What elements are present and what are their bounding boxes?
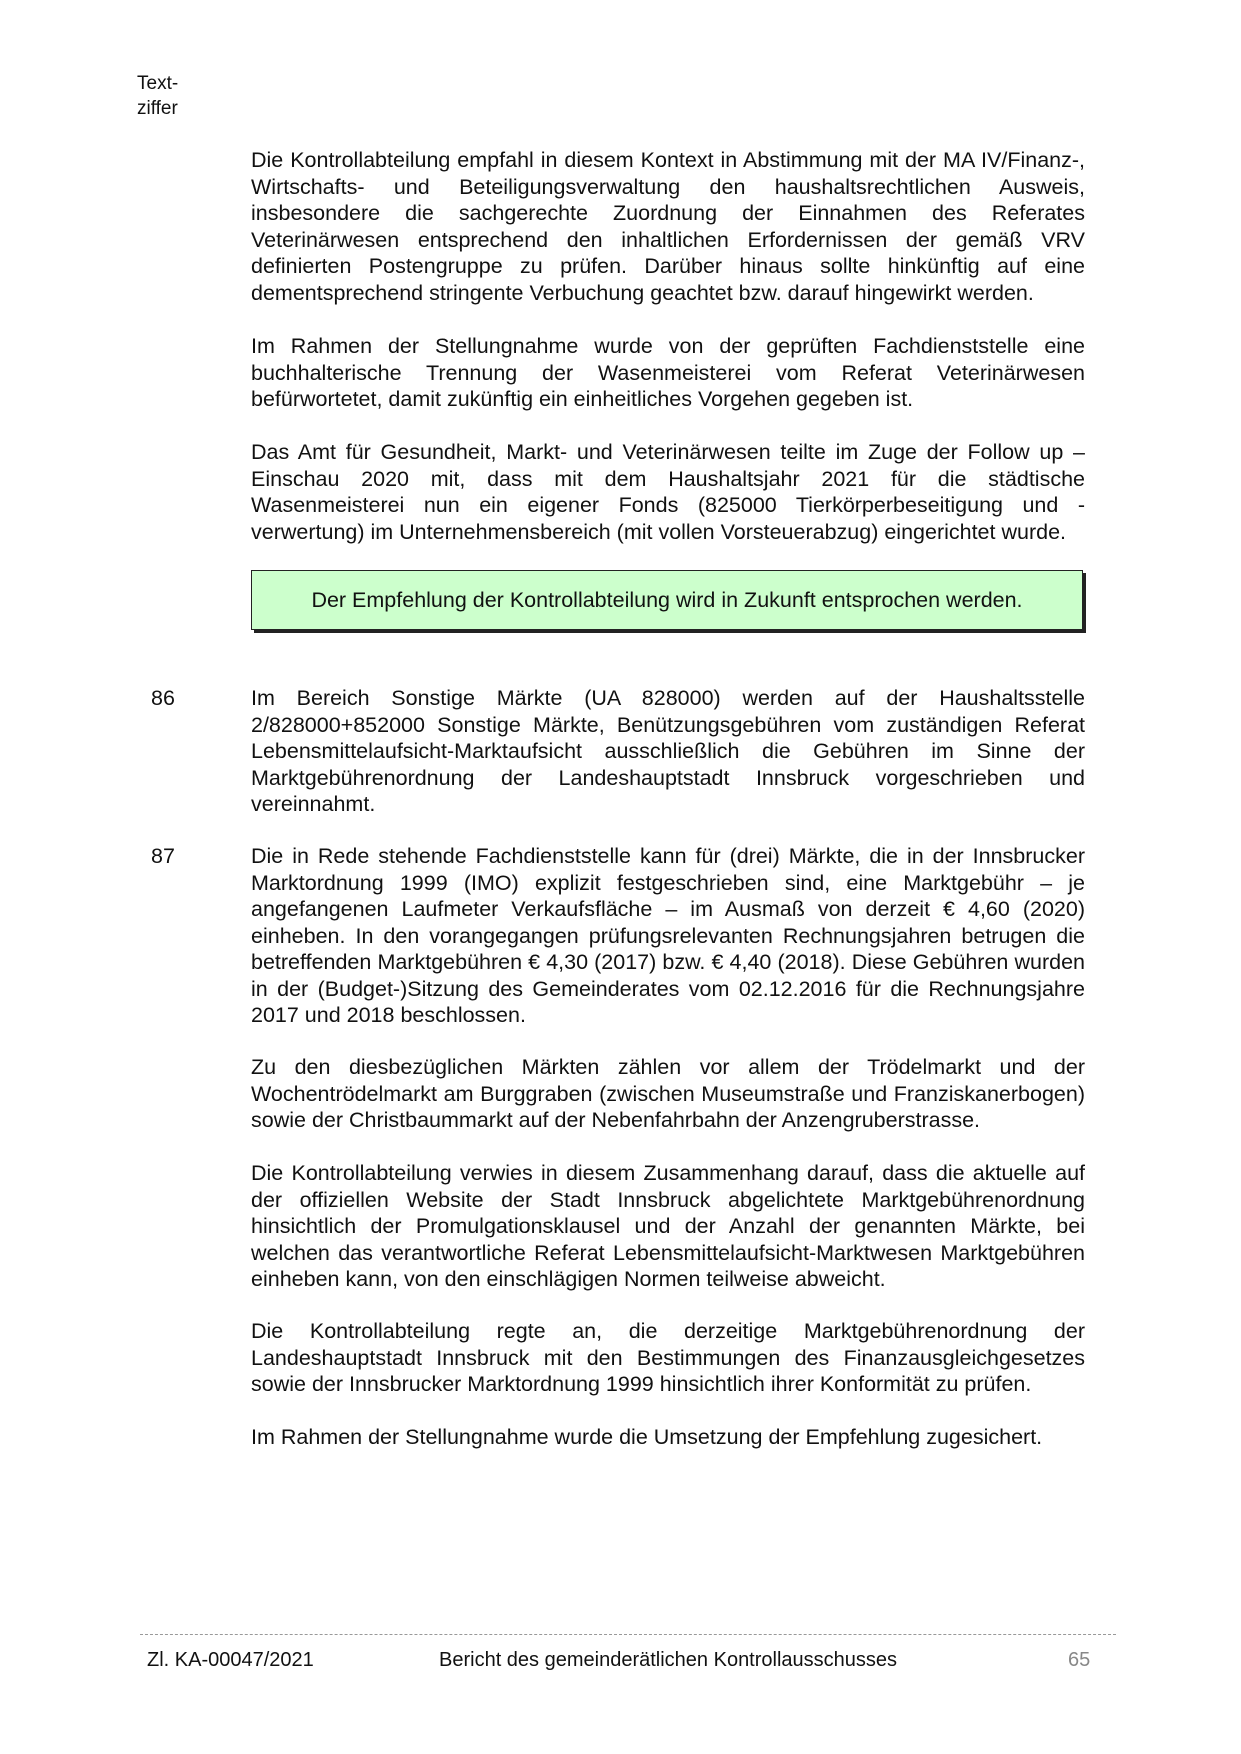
footer-divider (140, 1634, 1116, 1635)
paragraph-markets: Zu den diesbezüglichen Märkten zählen vor allem der Trödelmarkt und der Wochentrödelmarkt am Burggraben (zwischen Museumstraße und Franziskanerbogen) sowie der Christbaummarkt auf der Nebenfahrbahn der Anzengruberstrasse. (251, 1055, 1085, 1132)
paragraph-recommendation: Die Kontrollabteilung empfahl in diesem Kontext in Abstimmung mit der MA IV/Finanz-, Wirtschafts- und Beteiligungsverwaltung den haushaltsrechtlichen Ausweis, insbesondere die sachgerechte Zuordnung der Einnahmen des Referates Veterinärwesen entsprechend den inhaltlichen Erfordernissen der gemäß VRV definierten Postengruppe zu prüfen. Darüber hinaus sollte hinkünftig auf eine dementsprechend stringente Verbuchung geachtet bzw. darauf hingewirkt werden. (251, 148, 1085, 305)
paragraph-assurance: Im Rahmen der Stellungnahme wurde die Umsetzung der Empfehlung zugesichert. (251, 1425, 1043, 1449)
textziffer-86: 86 (151, 686, 175, 710)
margin-label-line1: Text- (137, 73, 179, 94)
paragraph-follow-up: Das Amt für Gesundheit, Markt- und Veterinärwesen teilte im Zuge der Follow up – Einschau 2020 mit, dass mit dem Haushaltsjahr 2021 für die städtische Wasenmeisterei nun ein eigener Fonds (825000 Tierkörperbeseitigung und -verwertung) im Unternehmensbereich (mit vollen Vorsteuerabzug) eingerichtet wurde. (251, 440, 1085, 544)
paragraph-suggestion: Die Kontrollabteilung regte an, die derzeitige Marktgebührenordnung der Landeshauptstadt Innsbruck mit den Bestimmungen des Finanzausgleichgesetzes sowie der Innsbrucker Marktordnung 1999 hinsichtlich ihrer Konformität zu prüfen. (251, 1319, 1085, 1396)
textziffer-87: 87 (151, 844, 175, 868)
paragraph-86: Im Bereich Sonstige Märkte (UA 828000) werden auf der Haushaltsstelle 2/828000+852000 Sonstige Märkte, Benützungsgebühren vom zuständigen Referat Lebensmittelaufsicht-Marktaufsicht ausschließlich die Gebühren im Sinne der Marktgebührenordnung der Landeshauptstadt Innsbruck vorgeschrieben und vereinnahmt. (251, 686, 1085, 816)
footer-title: Bericht des gemeinderätlichen Kontrollausschusses (439, 1649, 898, 1671)
margin-label (137, 71, 227, 121)
recommendation-box (251, 570, 1083, 630)
recommendation-box-text: Der Empfehlung der Kontrollabteilung wird in Zukunft entsprochen werden. (311, 587, 1023, 612)
paragraph-statement: Im Rahmen der Stellungnahme wurde von der geprüften Fachdienststelle eine buchhalterische Trennung der Wasenmeisterei vom Referat Veterinärwesen befürwortetet, damit zukünftig ein einheitliches Vorgehen gegeben ist. (251, 334, 1085, 411)
page-number: 65 (1068, 1649, 1091, 1671)
paragraph-website-deviation: Die Kontrollabteilung verwies in diesem Zusammenhang darauf, dass die aktuelle auf der offiziellen Website der Stadt Innsbruck abgelichtete Marktgebührenordnung hinsichtlich der Promulgationsklausel und der Anzahl der genannten Märkte, bei welchen das verantwortliche Referat Lebensmittelaufsicht-Marktwesen Marktgebühren einheben kann, von den einschlägigen Normen teilweise abweicht. (251, 1161, 1085, 1291)
footer-reference: Zl. KA-00047/2021 (147, 1649, 314, 1671)
margin-label-line2: ziffer (137, 98, 178, 119)
paragraph-87: Die in Rede stehende Fachdienststelle kann für (drei) Märkte, die in der Innsbrucker Marktordnung 1999 (IMO) explizit festgeschrieben sind, eine Marktgebühr – je angefangenen Laufmeter Verkaufsfläche – im Ausmaß von derzeit € 4,60 (2020) einheben. In den vorangegangen prüfungsrelevanten Rechnungsjahren betrugen die betreffenden Marktgebühren € 4,30 (2017) bzw. € 4,40 (2018). Diese Gebühren wurden in der (Budget-)Sitzung des Gemeinderates vom 02.12.2016 für die Rechnungsjahre 2017 und 2018 beschlossen. (251, 844, 1085, 1027)
